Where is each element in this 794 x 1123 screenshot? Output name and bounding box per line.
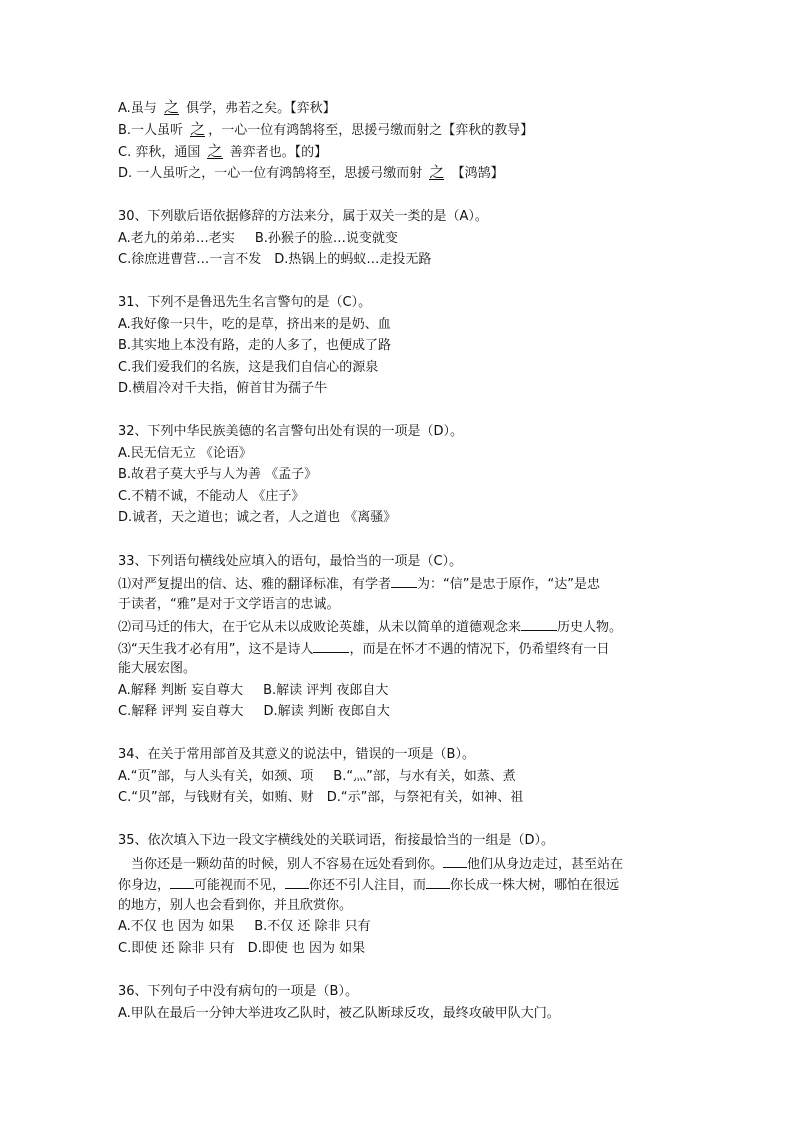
option-c: C.解释 评判 妄自尊大 — [118, 704, 244, 719]
q33-sentence-3 — [118, 640, 610, 658]
fill-blank — [285, 876, 309, 889]
q33-sentence-3-cont: 能大展宏图。 — [118, 661, 197, 676]
option-a: A.“页”部，与人头有关，如颈、项 — [118, 769, 314, 784]
option-text: 善弈者也。【的】 — [225, 145, 328, 160]
sentence-text: ，而是在怀才不遇的情况下，仍希望终有一日 — [349, 642, 610, 657]
option-c: C.“贝”部，与钱财有关，如贿、财 — [118, 790, 314, 805]
q31-option-a: A.我好像一只牛，吃的是草，挤出来的是奶、血 — [118, 317, 391, 332]
sentence-text: ⑴对严复提出的信、达、雅的翻译标准，有学者 — [118, 577, 392, 592]
q33-options-row-1 — [118, 683, 388, 699]
q33-sentence-1 — [118, 575, 600, 593]
option-c: C.即使 还 除非 只有 — [118, 941, 235, 956]
option-text: C. 弈秋，通国 — [118, 145, 205, 160]
passage-text: 你身边， — [118, 878, 171, 893]
q36-stem: 36、下列句子中没有病句的一项是（B）。 — [118, 984, 358, 999]
underlined-character: 之 — [163, 98, 179, 116]
q34-options-row-2 — [118, 790, 523, 806]
option-a: A.不仅 也 因为 如果 — [118, 919, 235, 934]
q35-options-row-1 — [118, 919, 371, 935]
q32-option-c: C.不精不诚，不能动人 《庄子》 — [118, 489, 305, 504]
q30-options-row-2 — [118, 252, 431, 268]
option-b: B.不仅 还 除非 只有 — [254, 919, 371, 934]
option-d: D.热锅上的蚂蚁…走投无路 — [274, 252, 432, 267]
q35-stem: 35、依次填入下边一段文字横线处的关联词语，衔接最恰当的一组是（D）。 — [118, 833, 555, 848]
sentence-text: ⑵司马迁的伟大，在于它从未以成败论英雄，从未以简单的道德观念来 — [118, 620, 522, 635]
underlined-character: 之 — [207, 142, 223, 160]
q29-option-a — [118, 98, 336, 117]
option-text: ，一心一位有鸿鹄将至，思援弓缴而射之【弈秋的教导】 — [208, 123, 534, 138]
fill-blank — [313, 640, 349, 653]
option-text: 【鸿鹄】 — [447, 166, 504, 181]
fill-blank — [443, 855, 467, 868]
q31-option-d: D.横眉冷对千夫指，俯首甘为孺子牛 — [118, 381, 328, 396]
q32-option-a: A.民无信无立 《论语》 — [118, 446, 252, 461]
passage-text: 可能视而不见， — [194, 878, 286, 893]
q33-sentence-1-cont: 于读者，“雅”是对于文学语言的忠诚。 — [118, 597, 340, 612]
passage-text: 当你还是一颗幼苗的时候，别人不容易在远处看到你。 — [131, 857, 444, 872]
sentence-text: 历史人物。 — [557, 620, 623, 635]
option-text: D. 一人虽听之，一心一位有鸿鹄将至，思援弓缴而射 — [118, 166, 427, 181]
q30-stem: 30、下列歇后语依据修辞的方法来分，属于双关一类的是（A）。 — [118, 209, 488, 224]
q29-option-c — [118, 142, 328, 161]
q34-options-row-1 — [118, 769, 516, 785]
option-text: B.一人虽听 — [118, 123, 188, 138]
q33-sentence-2 — [118, 618, 622, 636]
option-a: A.解释 判断 妄自尊大 — [118, 683, 244, 698]
option-a: A.老九的弟弟…老实 — [118, 231, 235, 246]
q33-stem: 33、下列语句横线处应填入的语句，最恰当的一项是（C）。 — [118, 554, 463, 569]
q35-passage-line-1 — [131, 855, 623, 873]
sentence-text: ⑶“天生我才必有用”，这不是诗人 — [118, 642, 314, 657]
option-b: B.“灬”部，与水有关，如蒸、煮 — [333, 769, 516, 784]
fill-blank — [391, 575, 417, 588]
fill-blank — [170, 876, 194, 889]
option-d: D.“示”部，与祭祀有关，如神、祖 — [326, 790, 524, 805]
option-b: B.孙猴子的脸…说变就变 — [254, 231, 398, 246]
passage-text: 你长成一株大树，哪怕在很远 — [450, 878, 620, 893]
sentence-text: 为：“信”是忠于原作，“达”是忠 — [417, 577, 600, 592]
q32-option-b: B.故君子莫大乎与人为善 《孟子》 — [118, 467, 318, 482]
passage-text: 他们从身边走过，甚至站在 — [467, 857, 624, 872]
option-d: D.即使 也 因为 如果 — [247, 941, 366, 956]
option-text: A.虽与 — [118, 101, 161, 116]
passage-text: 你还不引人注目，而 — [309, 878, 427, 893]
option-b: B.解读 评判 夜郎自大 — [263, 683, 389, 698]
q29-option-b — [118, 120, 534, 139]
q35-options-row-2 — [118, 941, 365, 957]
q35-passage-line-2 — [118, 876, 619, 894]
q32-stem: 32、下列中华民族美德的名言警句出处有误的一项是（D）。 — [118, 424, 464, 439]
fill-blank — [426, 876, 450, 889]
option-d: D.解读 判断 夜郎自大 — [263, 704, 390, 719]
q34-stem: 34、在关于常用部首及其意义的说法中，错误的一项是（B）。 — [118, 747, 475, 762]
underlined-character: 之 — [190, 120, 206, 138]
q32-option-d: D.诚者，天之道也；诚之者，人之道也 《离骚》 — [118, 510, 397, 525]
q29-option-d — [118, 163, 504, 182]
q33-options-row-2 — [118, 704, 390, 720]
option-text: 俱学，弗若之矣。【弈秋】 — [181, 101, 336, 116]
q30-options-row-1 — [118, 231, 398, 247]
fill-blank — [521, 618, 557, 631]
option-c: C.徐庶进曹营…一言不发 — [118, 252, 262, 267]
q36-option-a: A.甲队在最后一分钟大举进攻乙队时，被乙队断球反攻，最终攻破甲队大门。 — [118, 1006, 560, 1021]
q31-stem: 31、下列不是鲁迅先生名言警句的是（C）。 — [118, 295, 372, 310]
q31-option-c: C.我们爱我们的名族，这是我们自信心的源泉 — [118, 360, 379, 375]
q35-passage-line-3: 的地方，别人也会看到你，并且欣赏你。 — [118, 898, 353, 913]
underlined-character: 之 — [429, 163, 445, 181]
q31-option-b: B.其实地上本没有路，走的人多了，也便成了路 — [118, 338, 392, 353]
